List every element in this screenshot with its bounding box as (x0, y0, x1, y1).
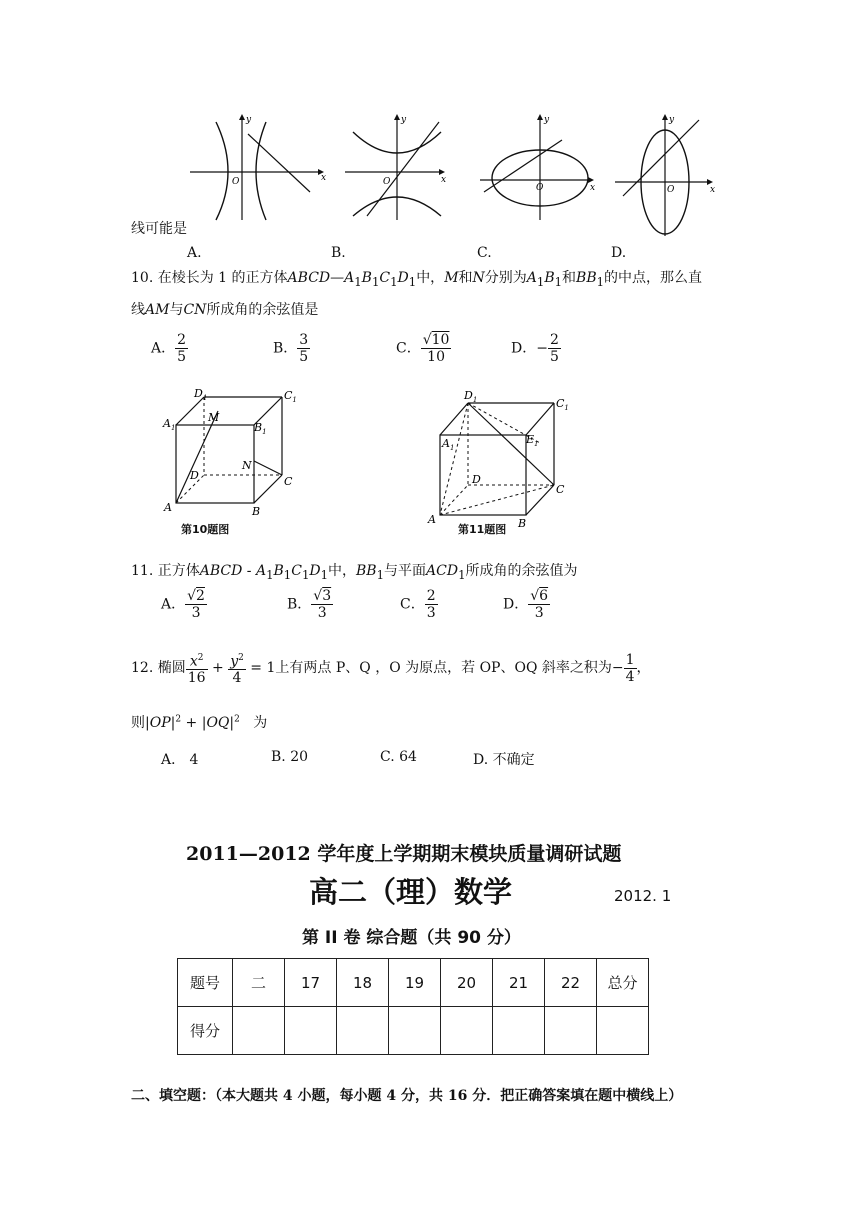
label-a: A (164, 501, 172, 514)
score-table (177, 958, 649, 1055)
q9-option-c: C. (477, 245, 492, 261)
graph-b (345, 112, 455, 222)
table-cell: 21 (493, 959, 545, 1007)
axis-x-label: x (321, 173, 327, 183)
label-b: B (252, 505, 261, 518)
score-input-cell[interactable] (233, 1007, 285, 1055)
axis-y-label: y (669, 115, 675, 125)
label-b: B (518, 517, 527, 530)
graph-d (615, 112, 725, 238)
q9-stem-tail: 线可能是 (131, 221, 187, 237)
q9-option-d: D. (611, 245, 627, 261)
q10-option-d: D．− $\frac{2}{5}$ (511, 332, 559, 365)
label-a1: $A_1$ (442, 437, 455, 452)
table-cell: 18 (337, 959, 389, 1007)
label-n: N (242, 459, 252, 472)
table-cell: 22 (545, 959, 597, 1007)
q12-option-d: D. 不确定 (473, 752, 535, 768)
origin-label: O (536, 183, 544, 193)
score-input-cell[interactable] (545, 1007, 597, 1055)
origin-label: O (232, 177, 240, 187)
label-c: C (556, 483, 565, 496)
figure-11-caption: 第11题图 (458, 523, 507, 536)
table-row (178, 1007, 649, 1055)
figure-11-cube (428, 385, 578, 535)
axis-x-label: x (590, 183, 596, 193)
exam-title: 2011—2012 学年度上学期期末模块质量调研试题 (186, 843, 622, 865)
axis-y-label: y (246, 115, 252, 125)
q10-option-a: A． $\frac{2}{5}$ (151, 332, 187, 365)
axis-y-label: y (401, 115, 407, 125)
label-e1: $E_1$ (526, 433, 539, 448)
label-m: M (208, 411, 220, 424)
section-title: 第 II 卷 综合题（共 90 分） (302, 928, 521, 948)
table-cell: 20 (441, 959, 493, 1007)
origin-label: O (667, 185, 675, 195)
score-input-cell[interactable] (441, 1007, 493, 1055)
figure-10-caption: 第10题图 (181, 523, 230, 536)
q12-option-a: A． 4 (161, 752, 199, 768)
q10-option-b: B． $\frac{3}{5}$ (273, 332, 309, 365)
graph-a (190, 112, 330, 222)
label-c: C (284, 475, 293, 488)
subject-title: 高二（理）数学 (309, 875, 513, 909)
score-input-cell[interactable] (389, 1007, 441, 1055)
table-cell: 19 (389, 959, 441, 1007)
q10-option-c: C． $\frac{√10}{10}$ (396, 332, 450, 365)
q11-option-b: B． $\frac{√3}{3}$ (287, 588, 332, 621)
exam-date: 2012. 1 (614, 887, 672, 905)
label-d1: $D_1$ (194, 387, 208, 402)
q12-line2: 则$|OP|^2 + |OQ|^2$ 为 (131, 714, 268, 731)
q10-line1: 10. 在棱长为 1 的正方体$ABCD—A_1B_1C_1D_1$中，M和N分别为$A_1B_1$和$BB_1$的中点，那么直 (131, 270, 703, 289)
table-cell: 总分 (597, 959, 649, 1007)
label-d: D (190, 469, 199, 482)
axis-x-label: x (710, 185, 716, 195)
table-cell: 17 (285, 959, 337, 1007)
section2-heading: 二、填空题：（本大题共 4 小题，每小题 4 分，共 16 分．把正确答案填在题中横线上） (131, 1088, 683, 1104)
table-row (178, 959, 649, 1007)
table-cell: 二 (233, 959, 285, 1007)
q12-option-c: C. 64 (380, 749, 417, 765)
score-input-cell[interactable] (597, 1007, 649, 1055)
label-b1: $B_1$ (254, 421, 267, 436)
score-input-cell[interactable] (337, 1007, 389, 1055)
origin-label: O (383, 177, 391, 187)
q11-option-a: A． $\frac{√2}{3}$ (161, 588, 205, 621)
score-input-cell[interactable] (285, 1007, 337, 1055)
label-a1: $A_1$ (163, 417, 176, 432)
q9-option-a: A. (187, 245, 202, 261)
label-d: D (472, 473, 481, 486)
label-c1: $C_1$ (284, 389, 297, 404)
axis-x-label: x (441, 175, 447, 185)
label-d1: $D_1$ (464, 389, 478, 404)
table-cell: 得分 (178, 1007, 233, 1055)
label-c1: $C_1$ (556, 397, 569, 412)
graph-c (480, 112, 600, 222)
q12-line1: 12. 椭圆 $\frac{x^2}{16}$ + $\frac{y^2}{4}$ = 1上有两点 P、Q ，O 为原点，若 OP、OQ 斜率之积为− $\frac{1}{4}$ ， (131, 651, 651, 687)
q11-option-d: D． $\frac{√6}{3}$ (503, 588, 549, 621)
q11-line: 11. 正方体ABCD - $A_1B_1C_1D_1$中，$BB_1$与平面$ACD_1$所成角的余弦值为 (131, 563, 578, 582)
label-a: A (428, 513, 436, 526)
table-cell: 题号 (178, 959, 233, 1007)
q12-option-b: B. 20 (271, 749, 309, 765)
figure-10-cube (160, 385, 310, 535)
score-input-cell[interactable] (493, 1007, 545, 1055)
q10-line2: 线AM与CN所成角的余弦值是 (131, 302, 319, 318)
q9-option-b: B. (331, 245, 346, 261)
axis-y-label: y (544, 115, 550, 125)
q11-option-c: C． $\frac{2}{3}$ (400, 588, 436, 621)
